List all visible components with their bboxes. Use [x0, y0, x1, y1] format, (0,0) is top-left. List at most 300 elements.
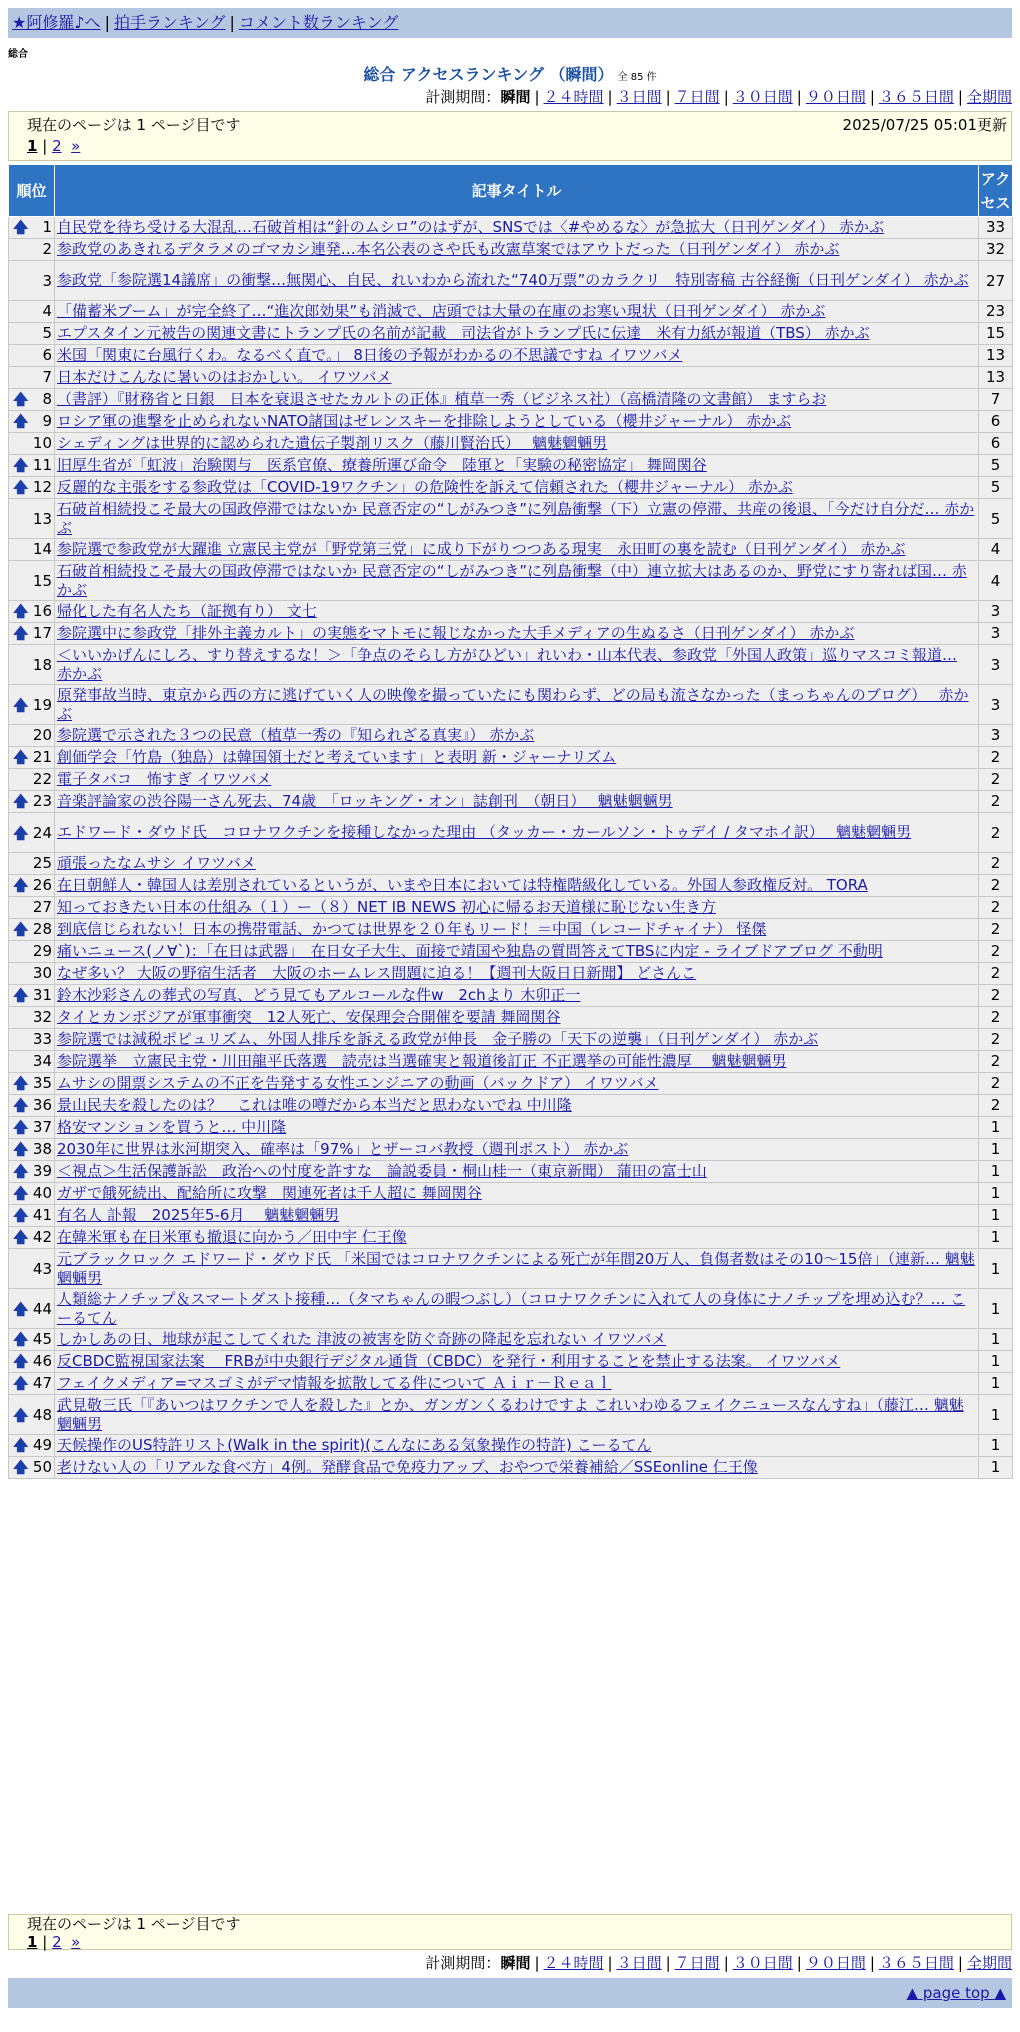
article-title-link[interactable]: ＜いいかげんにしろ、すり替えするな！＞「争点のそらし方がひどい」れいわ・山本代表、参政党「外国人政策」巡りマスコミ報道… 赤かぶ: [57, 645, 958, 683]
rank-number: 33: [32, 1030, 52, 1048]
current-page: 1: [27, 1933, 38, 1951]
period-option-link[interactable]: ２４時間: [543, 88, 604, 106]
access-count: 7: [979, 389, 1013, 411]
footer-bar: [8, 1978, 1012, 2008]
rank-number: 19: [32, 695, 52, 714]
access-count: 6: [979, 411, 1013, 433]
period-option-link[interactable]: ３日間: [616, 1954, 662, 1972]
access-count: 2: [979, 941, 1013, 963]
article-title-link[interactable]: （書評）『財務省と日銀 日本を衰退させたカルトの正体』植草一秀（ビジネス社）（高橋清隆の文書館） ますらお: [57, 390, 827, 408]
rank-number: 24: [32, 823, 52, 842]
title-cell: [55, 985, 979, 1007]
access-count: 1: [979, 1329, 1013, 1351]
rank-up-arrow-icon: 🡅: [13, 1458, 29, 1476]
period-option-link[interactable]: 全期間: [966, 1954, 1012, 1972]
title-cell: [55, 919, 979, 941]
top-nav: [8, 8, 1012, 38]
title-cell: [55, 455, 979, 477]
article-title-link[interactable]: ガザで餓死続出、配給所に攻撃 関連死者は千人超に 舞岡関谷: [57, 1184, 482, 1202]
access-count: 27: [979, 261, 1013, 301]
period-separator: |: [607, 1954, 613, 1972]
period-option-link[interactable]: ３日間: [616, 88, 662, 106]
page-2-link[interactable]: 2: [52, 137, 62, 155]
rank-cell: [9, 623, 55, 645]
article-title-link[interactable]: 原発事故当時、東京から西の方に逃げていく人の映像を撮っていたにも関わらず、どの局も流さなかった（まっちゃんのブログ） 赤かぶ: [57, 685, 969, 723]
rank-cell: [9, 601, 55, 623]
table-row: [9, 685, 1013, 725]
access-count: 2: [979, 919, 1013, 941]
rank-number: 8: [42, 390, 52, 408]
rank-up-arrow-icon: 🡅: [13, 218, 29, 236]
page-2-link[interactable]: 2: [52, 1933, 62, 1951]
article-title-link[interactable]: 自民党を待ち受ける大混乱…石破首相は“針のムシロ”のはずが、SNSでは〈#やめるな〉が急拡大（日刊ゲンダイ） 赤かぶ: [57, 218, 884, 236]
page-status: 現在のページは 1 ページ目です: [27, 1915, 241, 1933]
article-title-link[interactable]: 石破首相続投こそ最大の国政停滞ではないか 民意否定の“しがみつき”に列島衝撃（中）連立拡大はあるのか、野党にすり寄れば国… 赤かぶ: [57, 561, 967, 599]
article-title-link[interactable]: 旧厚生省が「虹波」治験関与 医系官僚、療養所運び命令 陸軍と「実験の秘密協定」 舞岡関谷: [57, 456, 707, 474]
title-cell: [55, 539, 979, 561]
period-option-link[interactable]: ３０日間: [732, 1954, 793, 1972]
access-count: 3: [979, 645, 1013, 685]
title-cell: [55, 1139, 979, 1161]
article-title-link[interactable]: しかしあの日、地球が起こしてくれた 津波の被害を防ぐ奇跡の降起を忘れない イワツバメ: [57, 1330, 667, 1348]
article-title-link[interactable]: 参政党のあきれるデタラメのゴマカシ連発…本名公表のさや氏も改憲草案ではアウトだった（日刊ゲンダイ） 赤かぶ: [57, 240, 840, 258]
article-title-link[interactable]: 在日朝鮮人・韓国人は差別されているというが、いまや日本においては特権階級化している。外国人参政権反対。 TORA: [57, 876, 868, 894]
article-title-link[interactable]: 米国「関東に台風行くわ。なるべく直で。」 8日後の予報がわかるの不思議ですね イワツバメ: [57, 346, 683, 364]
rank-number: 30: [32, 964, 52, 982]
table-row: [9, 1161, 1013, 1183]
rank-number: 45: [32, 1330, 52, 1348]
article-title-link[interactable]: 「備蓄米ブーム」が完全終了…“進次郎効果”も消滅で、店頭では大量の在庫のお寒い現状（日刊ゲンダイ） 赤かぶ: [57, 302, 826, 320]
table-row: [9, 1249, 1013, 1289]
article-title-link[interactable]: 参政党「参院選14議席」の衝撃…無関心、自民、れいわから流れた“740万票”のカラクリ 特別寄稿 古谷経衡（日刊ゲンダイ） 赤かぶ: [57, 271, 969, 289]
rank-cell: [9, 455, 55, 477]
title-cell: [55, 875, 979, 897]
rank-cell: [9, 791, 55, 813]
rank-up-arrow-icon: 🡅: [13, 1074, 29, 1092]
title-cell: [55, 1249, 979, 1289]
access-count: 1: [979, 1139, 1013, 1161]
access-count: 1: [979, 1249, 1013, 1289]
rank-number: 20: [32, 726, 52, 744]
rank-cell: [9, 1205, 55, 1227]
rank-up-arrow-icon: 🡅: [13, 986, 29, 1004]
title-cell: [55, 1029, 979, 1051]
rank-up-arrow-icon: 🡅: [13, 1352, 29, 1370]
title-cell: [55, 1351, 979, 1373]
period-option-link[interactable]: ３６５日間: [878, 1954, 954, 1972]
article-title-link[interactable]: 老けない人の「リアルな食べ方」4例。発酵食品で免疫力アップ、おやつで栄養補給／SSEonline 仁王像: [57, 1458, 758, 1476]
access-count: 6: [979, 433, 1013, 455]
table-row: [9, 433, 1013, 455]
period-separator: |: [723, 88, 729, 106]
table-row: [9, 261, 1013, 301]
pager-bottom: [8, 1914, 1012, 1950]
period-option-link[interactable]: ２４時間: [543, 1954, 604, 1972]
article-title-link[interactable]: タイとカンボジアが軍事衝突 12人死亡、安保理会合開催を要請 舞岡関谷: [57, 1008, 561, 1026]
article-title-link[interactable]: 鈴木沙彩さんの葬式の写真、どう見てもアルコールな件w 2chより 木卯正一: [57, 986, 581, 1004]
table-row: [9, 499, 1013, 539]
rank-cell: [9, 685, 55, 725]
title-cell: [55, 217, 979, 239]
table-row: [9, 963, 1013, 985]
page-status: 現在のページは 1 ページ目です: [27, 116, 241, 134]
table-row: [9, 985, 1013, 1007]
article-title-link[interactable]: ロシア軍の進撃を止められないNATO諸国はゼレンスキーを排除しようとしている（櫻井ジャーナル） 赤かぶ: [57, 412, 792, 430]
title-cell: [55, 623, 979, 645]
page-links: [27, 1933, 80, 1951]
article-title-link[interactable]: 音楽評論家の渋谷陽一さん死去、74歳 「ロッキング・オン」誌創刊 （朝日） 魑魅魍魎男: [57, 792, 673, 810]
table-row: [9, 791, 1013, 813]
rank-up-arrow-icon: 🡅: [13, 478, 29, 496]
rank-cell: [9, 1095, 55, 1117]
rank-number: 10: [32, 434, 52, 452]
table-row: [9, 1139, 1013, 1161]
page-top-link[interactable]: ▲ page top ▲: [906, 1984, 1006, 2002]
rank-cell: [9, 1227, 55, 1249]
article-title-link[interactable]: 参院選では減税ポピュリズム、外国人排斥を訴える政党が伸長 金子勝の「天下の逆襲」（日刊ゲンダイ） 赤かぶ: [57, 1030, 819, 1048]
rank-number: 38: [32, 1140, 52, 1158]
period-separator: |: [869, 88, 875, 106]
rank-number: 6: [42, 346, 52, 364]
access-count: 3: [979, 725, 1013, 747]
title-cell: [55, 1395, 979, 1435]
period-option-link[interactable]: ９０日間: [805, 88, 866, 106]
rank-number: 44: [32, 1299, 52, 1318]
table-row: [9, 1289, 1013, 1329]
rank-cell: [9, 477, 55, 499]
period-selected: 瞬間: [500, 88, 531, 106]
rank-cell: [9, 919, 55, 941]
access-count: 2: [979, 769, 1013, 791]
rank-number: 41: [32, 1206, 52, 1224]
period-selector-top: [425, 86, 1012, 107]
period-separator: |: [607, 88, 613, 106]
rank-number: 1: [42, 218, 52, 236]
period-option-link[interactable]: ３６５日間: [878, 88, 954, 106]
rank-cell: [9, 323, 55, 345]
article-title-link[interactable]: 反CBDC監視国家法案 FRBが中央銀行デジタル通貨（CBDC）を発行・利用することを禁止する法案。 イワツバメ: [57, 1352, 841, 1370]
article-title-link[interactable]: 景山民夫を殺したのは？ これは唯の噂だから本当だと思わないでね 中川隆: [57, 1096, 572, 1114]
pager-top: [8, 111, 1012, 161]
article-title-link[interactable]: 知っておきたい日本の仕組み（１）ー（８）NET IB NEWS 初心に帰るお天道様に恥じない生き方: [57, 898, 716, 916]
period-label: 計測期間：: [425, 1954, 501, 1972]
rank-cell: [9, 561, 55, 601]
rank-cell: [9, 1289, 55, 1329]
table-row: [9, 601, 1013, 623]
access-count: 1: [979, 1373, 1013, 1395]
rank-number: 23: [32, 792, 52, 810]
rank-number: 28: [32, 920, 52, 938]
access-count: 5: [979, 499, 1013, 539]
article-title-link[interactable]: 2030年に世界は氷河期突入、確率は「97%」とザーコバ教授（週刊ポスト） 赤かぶ: [57, 1140, 629, 1158]
title-cell: [55, 1117, 979, 1139]
article-title-link[interactable]: 創価学会「竹島（独島）は韓国領土だと考えています」と表明 新・ジャーナリズム: [57, 748, 617, 766]
rank-up-arrow-icon: 🡅: [13, 1330, 29, 1348]
period-separator: |: [796, 88, 802, 106]
article-title-link[interactable]: 日本だけこんなに暑いのはおかしい。 イワツバメ: [57, 368, 392, 386]
table-row: [9, 897, 1013, 919]
article-title-link[interactable]: 元ブラックロック エドワード・ダウド氏 「米国ではコロナワクチンによる死亡が年間20万人、負傷者数はその10〜15倍」（連新… 魑魅魍魎男: [57, 1249, 975, 1287]
access-count: 2: [979, 1073, 1013, 1095]
rank-cell: [9, 1395, 55, 1435]
table-row: [9, 1007, 1013, 1029]
rank-cell: [9, 345, 55, 367]
rank-up-arrow-icon: 🡅: [13, 1140, 29, 1158]
access-count: 2: [979, 813, 1013, 853]
nav-separator: |: [229, 13, 235, 32]
title-cell: [55, 367, 979, 389]
table-row: [9, 919, 1013, 941]
rank-up-arrow-icon: 🡅: [13, 1374, 29, 1392]
title-cell: [55, 389, 979, 411]
access-count: 1: [979, 1289, 1013, 1329]
period-separator: |: [665, 1954, 671, 1972]
table-row: [9, 1329, 1013, 1351]
rank-up-arrow-icon: 🡅: [13, 1436, 29, 1454]
article-title-link[interactable]: フェイクメディア=マスゴミがデマ情報を拡散してる件について Ａｉｒ－Ｒｅａｌ: [57, 1374, 612, 1392]
period-option-link[interactable]: ７日間: [674, 88, 720, 106]
title-cell: [55, 791, 979, 813]
article-title-link[interactable]: 武見敬三氏「『あいつはワクチンで人を殺した』とか、ガンガンくるわけですよ これいわゆるフェイクニュースなんすね」（藤江… 魑魅魍魎男: [57, 1395, 964, 1433]
rank-number: 29: [32, 942, 52, 960]
rank-cell: [9, 433, 55, 455]
access-count: 32: [979, 239, 1013, 261]
period-separator: |: [665, 88, 671, 106]
article-title-link[interactable]: 参院選で示された３つの民意（植草一秀の『知られざる真実』） 赤かぶ: [57, 726, 535, 744]
article-title-link[interactable]: ムサシの開票システムの不正を告発する女性エンジニアの動画（バックドア） イワツバメ: [57, 1074, 659, 1092]
title-cell: [55, 239, 979, 261]
rank-number: 13: [32, 509, 52, 528]
rank-cell: [9, 239, 55, 261]
table-row: [9, 941, 1013, 963]
table-row: [9, 1095, 1013, 1117]
nav-separator: |: [104, 13, 110, 32]
article-title-link[interactable]: 在韓米軍も在日米軍も撤退に向かう／田中宇 仁王像: [57, 1228, 407, 1246]
article-title-link[interactable]: 参院選挙 立憲民主党・川田龍平氏落選 読売は当選確実と報道後訂正 不正選挙の可能性濃厚 魑魅魍魎男: [57, 1052, 787, 1070]
rank-number: 7: [42, 368, 52, 386]
article-title-link[interactable]: 到底信じられない！日本の携帯電話、かつては世界を２０年もリード！＝中国（レコードチャイナ） 怪傑: [57, 920, 767, 938]
rank-cell: [9, 367, 55, 389]
article-title-link[interactable]: エプスタイン元被告の関連文書にトランプ氏の名前が記載 司法省がトランプ氏に伝達 米有力紙が報道（TBS） 赤かぶ: [57, 324, 870, 342]
table-row: [9, 1373, 1013, 1395]
article-title-link[interactable]: 頑張ったなムサシ イワツバメ: [57, 854, 256, 872]
access-count: 33: [979, 217, 1013, 239]
rank-number: 4: [42, 302, 52, 320]
period-option-link[interactable]: ３０日間: [732, 88, 793, 106]
rank-number: 2: [42, 240, 52, 258]
article-title-link[interactable]: 痛いニュース(ノ∀`)：「在日は武器」 在日女子大生、面接で靖国や独島の質問答えてTBSに内定 - ライブドアブログ 不動明: [57, 942, 883, 960]
period-separator: |: [957, 1954, 963, 1972]
article-title-link[interactable]: 電子タバコ 怖すぎ イワツバメ: [57, 770, 272, 788]
period-separator: |: [796, 1954, 802, 1972]
title-cell: [55, 1073, 979, 1095]
page-separator: |: [42, 1933, 48, 1951]
rank-cell: [9, 411, 55, 433]
table-row: [9, 813, 1013, 853]
page-links: [27, 137, 80, 155]
article-title-link[interactable]: 人類総ナノチップ＆スマートダスト接種…（タマちゃんの暇つぶし）（コロナワクチンに入れて人の身体にナノチップを埋め込む？… こーるてん: [57, 1289, 966, 1327]
next-page-link[interactable]: »: [71, 1933, 81, 1951]
access-count: 2: [979, 985, 1013, 1007]
rank-cell: [9, 963, 55, 985]
access-count: 2: [979, 747, 1013, 769]
rank-cell: [9, 1073, 55, 1095]
table-row: [9, 301, 1013, 323]
access-count: 2: [979, 875, 1013, 897]
rank-number: 16: [32, 602, 52, 620]
next-page-link[interactable]: »: [71, 137, 81, 155]
title-cell: [55, 261, 979, 301]
article-title-link[interactable]: ＜視点＞生活保護訴訟 政治への忖度を許すな 論説委員・桐山桂一（東京新聞） 蒲田の富士山: [57, 1162, 707, 1180]
access-count: 1: [979, 1161, 1013, 1183]
rank-number: 47: [32, 1374, 52, 1392]
rank-number: 9: [42, 412, 52, 430]
rank-number: 40: [32, 1184, 52, 1202]
rank-cell: [9, 261, 55, 301]
access-count: 5: [979, 455, 1013, 477]
article-title-link[interactable]: 天候操作のUS特許リスト(Walk in the spirit)(こんなにある気象操作の特許) こーるてん: [57, 1436, 652, 1454]
table-row: [9, 411, 1013, 433]
access-count: 2: [979, 897, 1013, 919]
title-cell: [55, 769, 979, 791]
rank-number: 50: [32, 1458, 52, 1476]
access-count: 13: [979, 367, 1013, 389]
period-separator: |: [869, 1954, 875, 1972]
access-count: 2: [979, 853, 1013, 875]
rank-number: 25: [32, 854, 52, 872]
access-count: 2: [979, 963, 1013, 985]
table-row: [9, 725, 1013, 747]
rank-number: 34: [32, 1052, 52, 1070]
article-title-link[interactable]: 有名人 訃報 2025年5-6月 魑魅魍魎男: [57, 1206, 340, 1224]
access-count: 4: [979, 561, 1013, 601]
home-link[interactable]: ★阿修羅♪へ: [12, 13, 101, 32]
title-cell: [55, 345, 979, 367]
rank-up-arrow-icon: 🡅: [13, 1206, 29, 1224]
rank-number: 26: [32, 876, 52, 894]
table-row: [9, 1051, 1013, 1073]
title-cell: [55, 601, 979, 623]
title-cell: [55, 323, 979, 345]
table-row: [9, 1351, 1013, 1373]
ranking-table: [8, 164, 1013, 1479]
rank-up-arrow-icon: 🡅: [13, 390, 29, 408]
period-separator: |: [723, 1954, 729, 1972]
title-cell: [55, 1289, 979, 1329]
article-title-link[interactable]: 帰化した有名人たち（証拠有り） 文七: [57, 602, 317, 620]
title-cell: [55, 433, 979, 455]
access-count: 2: [979, 1051, 1013, 1073]
rank-cell: [9, 499, 55, 539]
rank-cell: [9, 1373, 55, 1395]
rank-cell: [9, 1249, 55, 1289]
rank-number: 31: [32, 986, 52, 1004]
access-count: 1: [979, 1117, 1013, 1139]
table-row: [9, 367, 1013, 389]
rank-cell: [9, 985, 55, 1007]
period-option-link[interactable]: ７日間: [674, 1954, 720, 1972]
table-row: [9, 389, 1013, 411]
rank-cell: [9, 813, 55, 853]
article-title-link[interactable]: 参院選で参政党が大躍進 立憲民主党が「野党第三党」に成り下がりつつある現実 永田町の裏を読む（日刊ゲンダイ） 赤かぶ: [57, 540, 906, 558]
period-separator: |: [957, 88, 963, 106]
table-row: [9, 1435, 1013, 1457]
access-count: 1: [979, 1351, 1013, 1373]
col-title-header: 記事タイトル: [55, 165, 979, 217]
table-row: [9, 477, 1013, 499]
access-count: 3: [979, 685, 1013, 725]
table-row: [9, 323, 1013, 345]
title-cell: [55, 1227, 979, 1249]
article-title-link[interactable]: 反麗的な主張をする参政党は「COVID-19ワクチン」の危険性を訴えて信頼された（櫻井ジャーナル） 赤かぶ: [57, 478, 793, 496]
rank-number: 35: [32, 1074, 52, 1092]
ranking-rows: [9, 217, 1013, 1479]
table-row: [9, 1395, 1013, 1435]
title-cell: [55, 645, 979, 685]
access-count: 3: [979, 623, 1013, 645]
rank-number: 17: [32, 624, 52, 642]
rank-number: 39: [32, 1162, 52, 1180]
table-row: [9, 853, 1013, 875]
table-row: [9, 1457, 1013, 1479]
article-title-link[interactable]: なぜ多い？ 大阪の野宿生活者 大阪のホームレス問題に迫る！【週刊大阪日日新聞】 どさんこ: [57, 964, 697, 982]
period-separator: |: [534, 88, 540, 106]
access-count: 1: [979, 1183, 1013, 1205]
rank-up-arrow-icon: 🡅: [13, 412, 29, 430]
title-cell: [55, 897, 979, 919]
title-cell: [55, 1373, 979, 1395]
period-label: 計測期間：: [425, 88, 501, 106]
rank-cell: [9, 1329, 55, 1351]
rank-number: 42: [32, 1228, 52, 1246]
article-title-link[interactable]: シェディングは世界的に認められた遺伝子製剤リスク（藤川賢治氏） 魑魅魍魎男: [57, 434, 608, 452]
rank-cell: [9, 1351, 55, 1373]
table-row: [9, 623, 1013, 645]
article-title-link[interactable]: エドワード・ダウド氏 コロナワクチンを接種しなかった理由 （タッカー・カールソン・トゥデイ / タマホイ訳） 魑魅魍魎男: [57, 823, 912, 841]
title-cell: [55, 685, 979, 725]
title-cell: [55, 1457, 979, 1479]
rank-number: 12: [32, 478, 52, 496]
rank-number: 36: [32, 1096, 52, 1114]
access-count: 3: [979, 601, 1013, 623]
updated-time: 2025/07/25 05:01更新: [842, 116, 1007, 134]
title-cell: [55, 499, 979, 539]
title-cell: [55, 941, 979, 963]
access-count: 23: [979, 301, 1013, 323]
title-cell: [55, 1183, 979, 1205]
title-cell: [55, 301, 979, 323]
article-title-link[interactable]: 格安マンションを買うと… 中川隆: [57, 1118, 287, 1136]
rank-cell: [9, 1117, 55, 1139]
category-label: 総合: [8, 49, 28, 60]
article-title-link[interactable]: 参院選中に参政党「排外主義カルト」の実態をマトモに報じなかった大手メディアの生ぬるさ（日刊ゲンダイ） 赤かぶ: [57, 624, 855, 642]
comment-ranking-link[interactable]: コメント数ランキング: [238, 13, 399, 32]
article-title-link[interactable]: 石破首相続投こそ最大の国政停滞ではないか 民意否定の“しがみつき”に列島衝撃（下）立憲の停滞、共産の後退、「今だけ自分だ… 赤かぶ: [57, 499, 975, 537]
rank-cell: [9, 1183, 55, 1205]
access-count: 1: [979, 1435, 1013, 1457]
period-option-link[interactable]: 全期間: [966, 88, 1012, 106]
rank-cell: [9, 747, 55, 769]
table-row: [9, 1117, 1013, 1139]
clap-ranking-link[interactable]: 拍手ランキング: [113, 13, 226, 32]
access-count: 1: [979, 1227, 1013, 1249]
rank-up-arrow-icon: 🡅: [13, 1405, 29, 1424]
rank-number: 5: [42, 324, 52, 342]
total-count: 全 85 件: [617, 72, 657, 83]
title-cell: [55, 853, 979, 875]
rank-up-arrow-icon: 🡅: [13, 1162, 29, 1180]
period-option-link[interactable]: ９０日間: [805, 1954, 866, 1972]
